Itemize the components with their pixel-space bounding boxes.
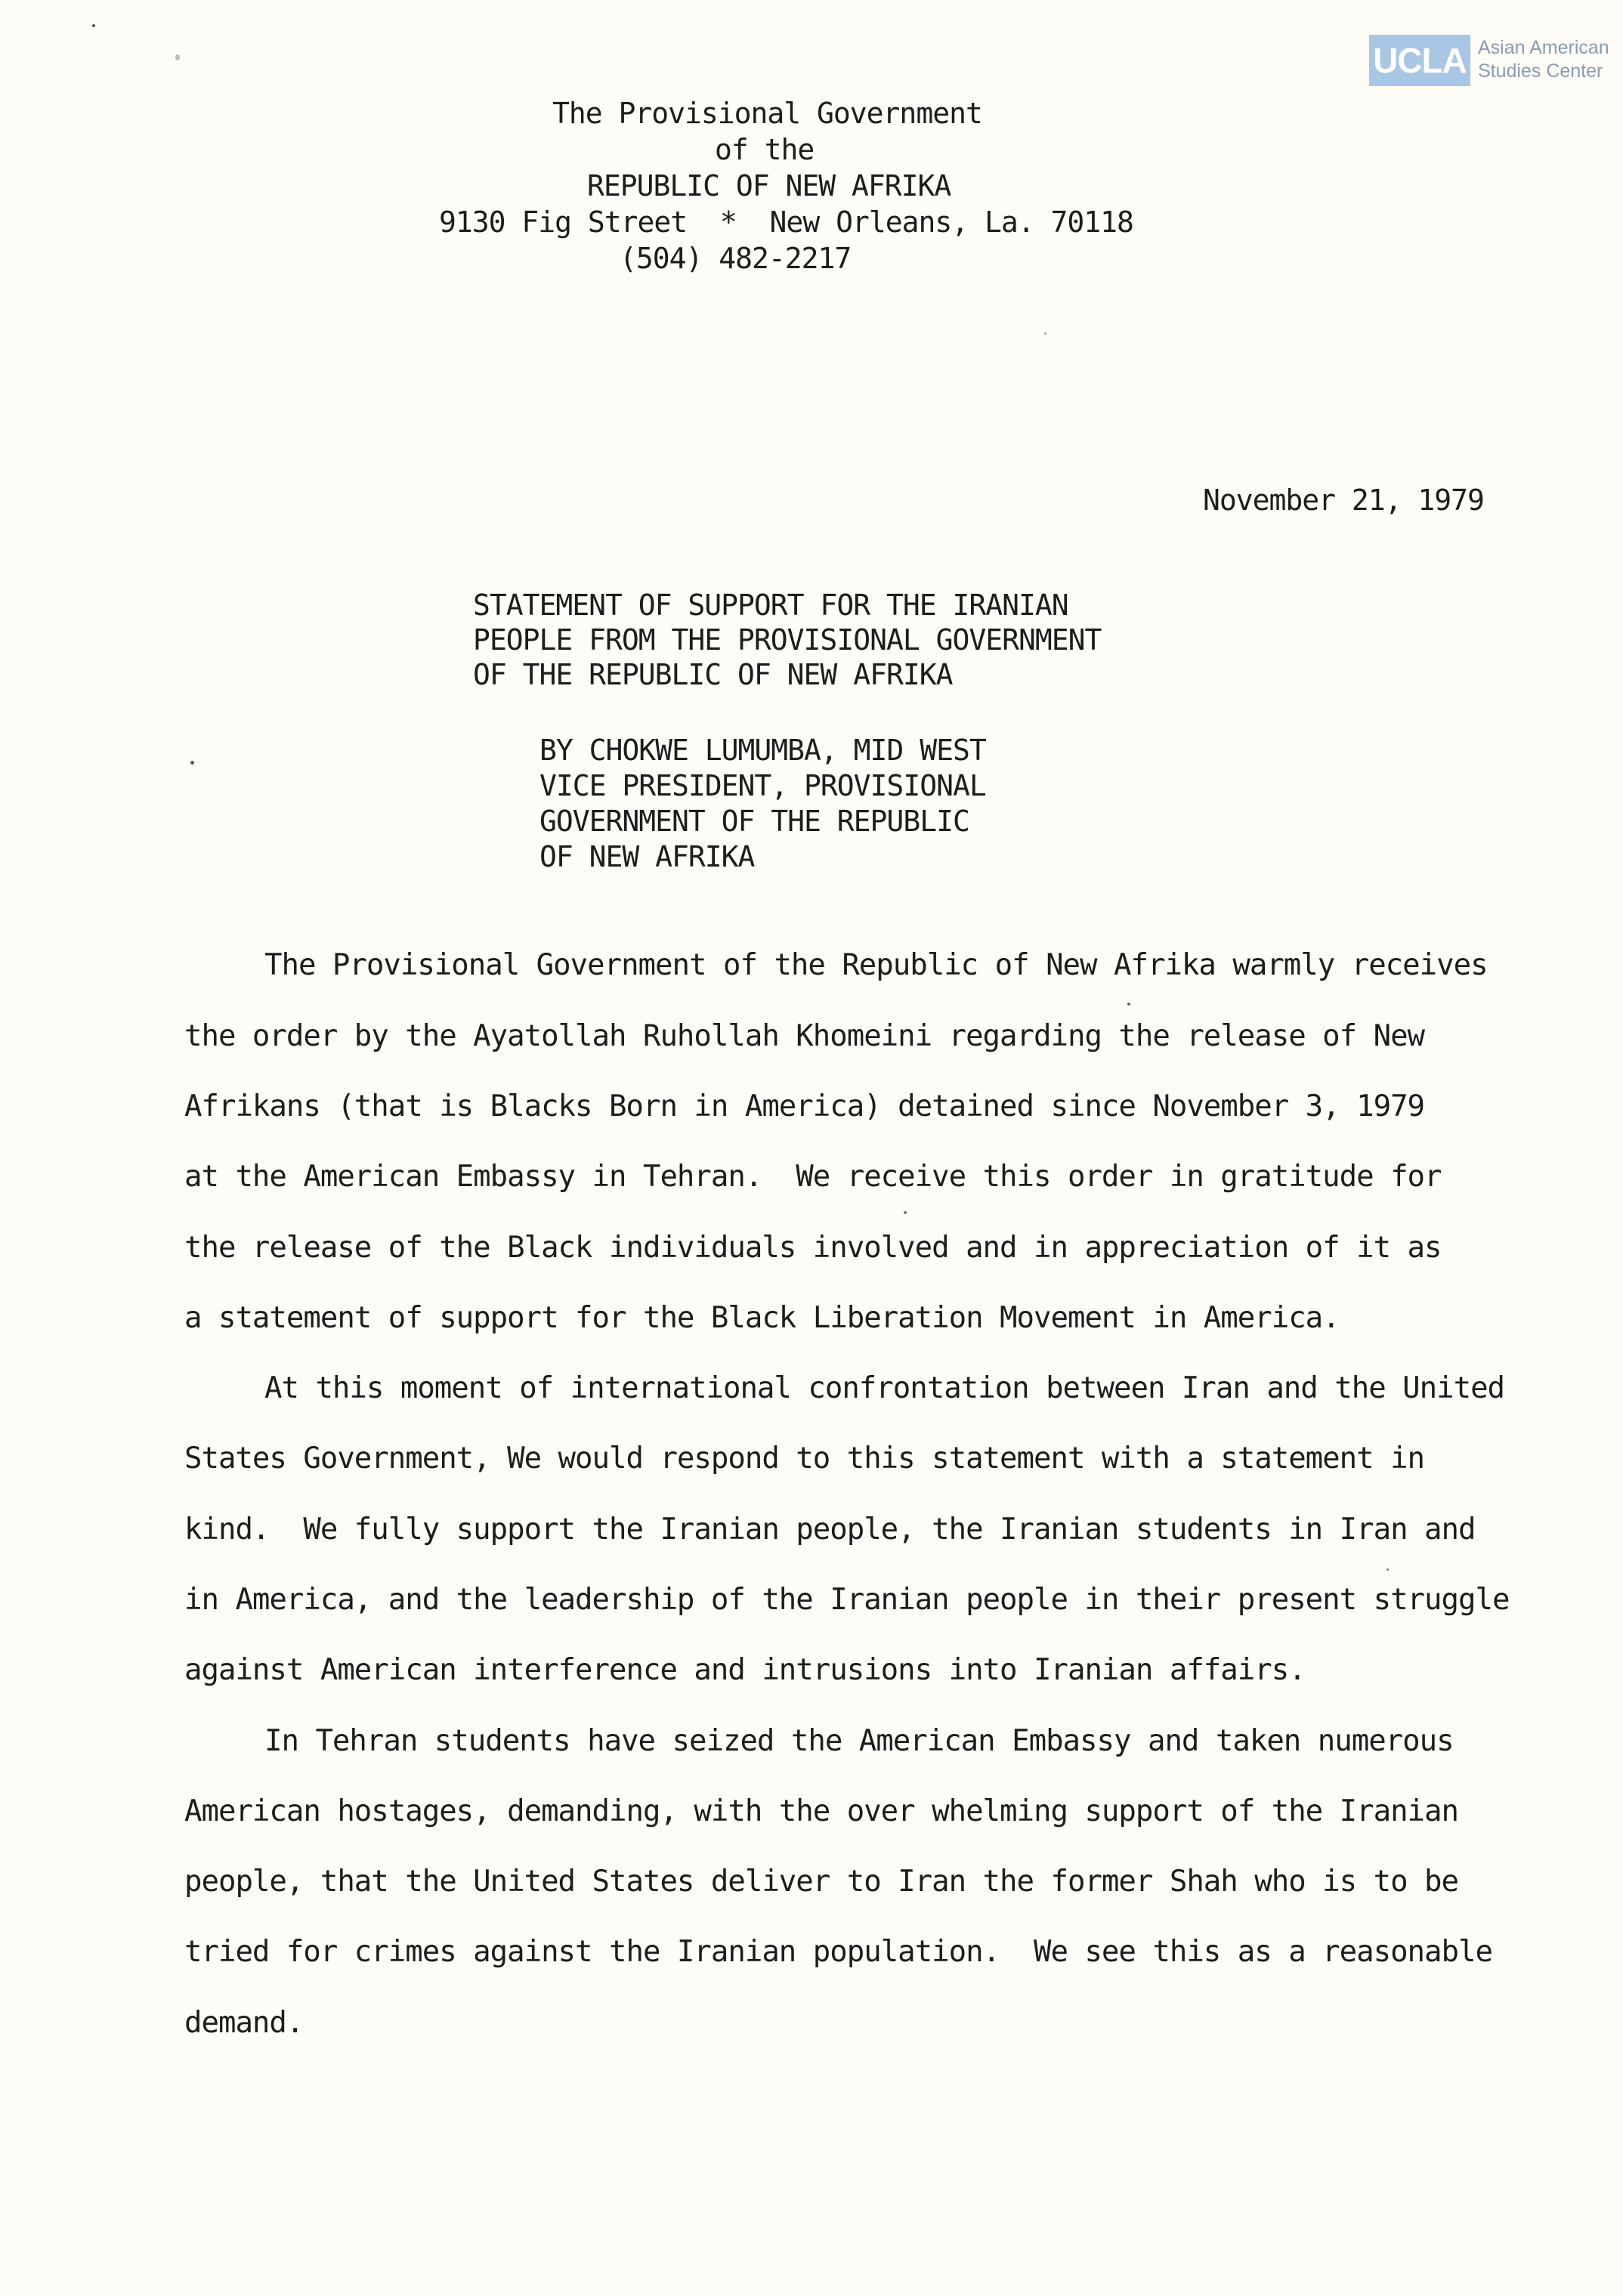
body-line: at the American Embassy in Tehran. We receive this order in gratitude for bbox=[184, 1160, 1442, 1194]
archive-logo-line1: Asian American bbox=[1478, 37, 1609, 58]
archive-logo-line2: Studies Center bbox=[1478, 60, 1603, 82]
body-line: tried for crimes against the Iranian population. We see this as a reasonable bbox=[184, 1935, 1492, 1969]
author-line: GOVERNMENT OF THE REPUBLIC bbox=[539, 805, 969, 838]
body-line: The Provisional Government of the Republic of New Afrika warmly receives bbox=[264, 948, 1488, 982]
paper-speck bbox=[175, 54, 180, 60]
body-line: people, that the United States deliver to Iran the former Shah who is to be bbox=[184, 1865, 1458, 1899]
archive-logo-text bbox=[1470, 35, 1609, 86]
title-line: OF THE REPUBLIC OF NEW AFRIKA bbox=[473, 658, 953, 691]
paper-speck bbox=[190, 761, 194, 765]
letterhead-line3: REPUBLIC OF NEW AFRIKA bbox=[587, 169, 951, 202]
body-line: the order by the Ayatollah Ruhollah Khomeini regarding the release of New bbox=[184, 1019, 1425, 1053]
title-line: PEOPLE FROM THE PROVISIONAL GOVERNMENT bbox=[473, 623, 1102, 657]
body-line: Afrikans (that is Blacks Born in America) detained since November 3, 1979 bbox=[184, 1089, 1425, 1123]
paper-speck bbox=[1127, 1003, 1130, 1006]
body-line: in America, and the leadership of the Iranian people in their present struggle bbox=[184, 1583, 1510, 1617]
body-line: a statement of support for the Black Liberation Movement in America. bbox=[184, 1301, 1340, 1335]
paper-speck bbox=[92, 24, 95, 27]
body-line: American hostages, demanding, with the over whelming support of the Iranian bbox=[184, 1794, 1458, 1828]
body-line: demand. bbox=[184, 2006, 304, 2040]
letterhead-line2: of the bbox=[715, 133, 815, 166]
body-line: States Government, We would respond to this statement with a statement in bbox=[184, 1442, 1425, 1476]
paper-speck bbox=[904, 1211, 907, 1214]
ucla-logo-mark: UCLA bbox=[1369, 35, 1470, 86]
body-line: kind. We fully support the Iranian people, the Iranian students in Iran and bbox=[184, 1513, 1476, 1547]
author-line: OF NEW AFRIKA bbox=[539, 840, 755, 873]
document-date: November 21, 1979 bbox=[1203, 484, 1484, 517]
author-line: VICE PRESIDENT, PROVISIONAL bbox=[539, 769, 986, 802]
statement-title bbox=[473, 588, 1101, 692]
author-byline bbox=[539, 733, 986, 875]
title-line: STATEMENT OF SUPPORT FOR THE IRANIAN bbox=[473, 589, 1068, 622]
letterhead-line1: The Provisional Government bbox=[552, 97, 982, 130]
paper-speck bbox=[1387, 1568, 1389, 1571]
letterhead-line5: (504) 482-2217 bbox=[620, 242, 852, 275]
body-line: against American interference and intrusions into Iranian affairs. bbox=[184, 1653, 1306, 1687]
paper-speck bbox=[1044, 332, 1046, 335]
author-line: BY CHOKWE LUMUMBA, MID WEST bbox=[539, 734, 986, 767]
body-line: the release of the Black individuals involved and in appreciation of it as bbox=[184, 1231, 1442, 1265]
letterhead-line4: 9130 Fig Street * New Orleans, La. 70118 bbox=[439, 205, 1133, 239]
archive-logo bbox=[1369, 35, 1609, 86]
body-line: In Tehran students have seized the American Embassy and taken numerous bbox=[264, 1724, 1454, 1758]
body-line: At this moment of international confrontation between Iran and the United bbox=[264, 1371, 1505, 1405]
